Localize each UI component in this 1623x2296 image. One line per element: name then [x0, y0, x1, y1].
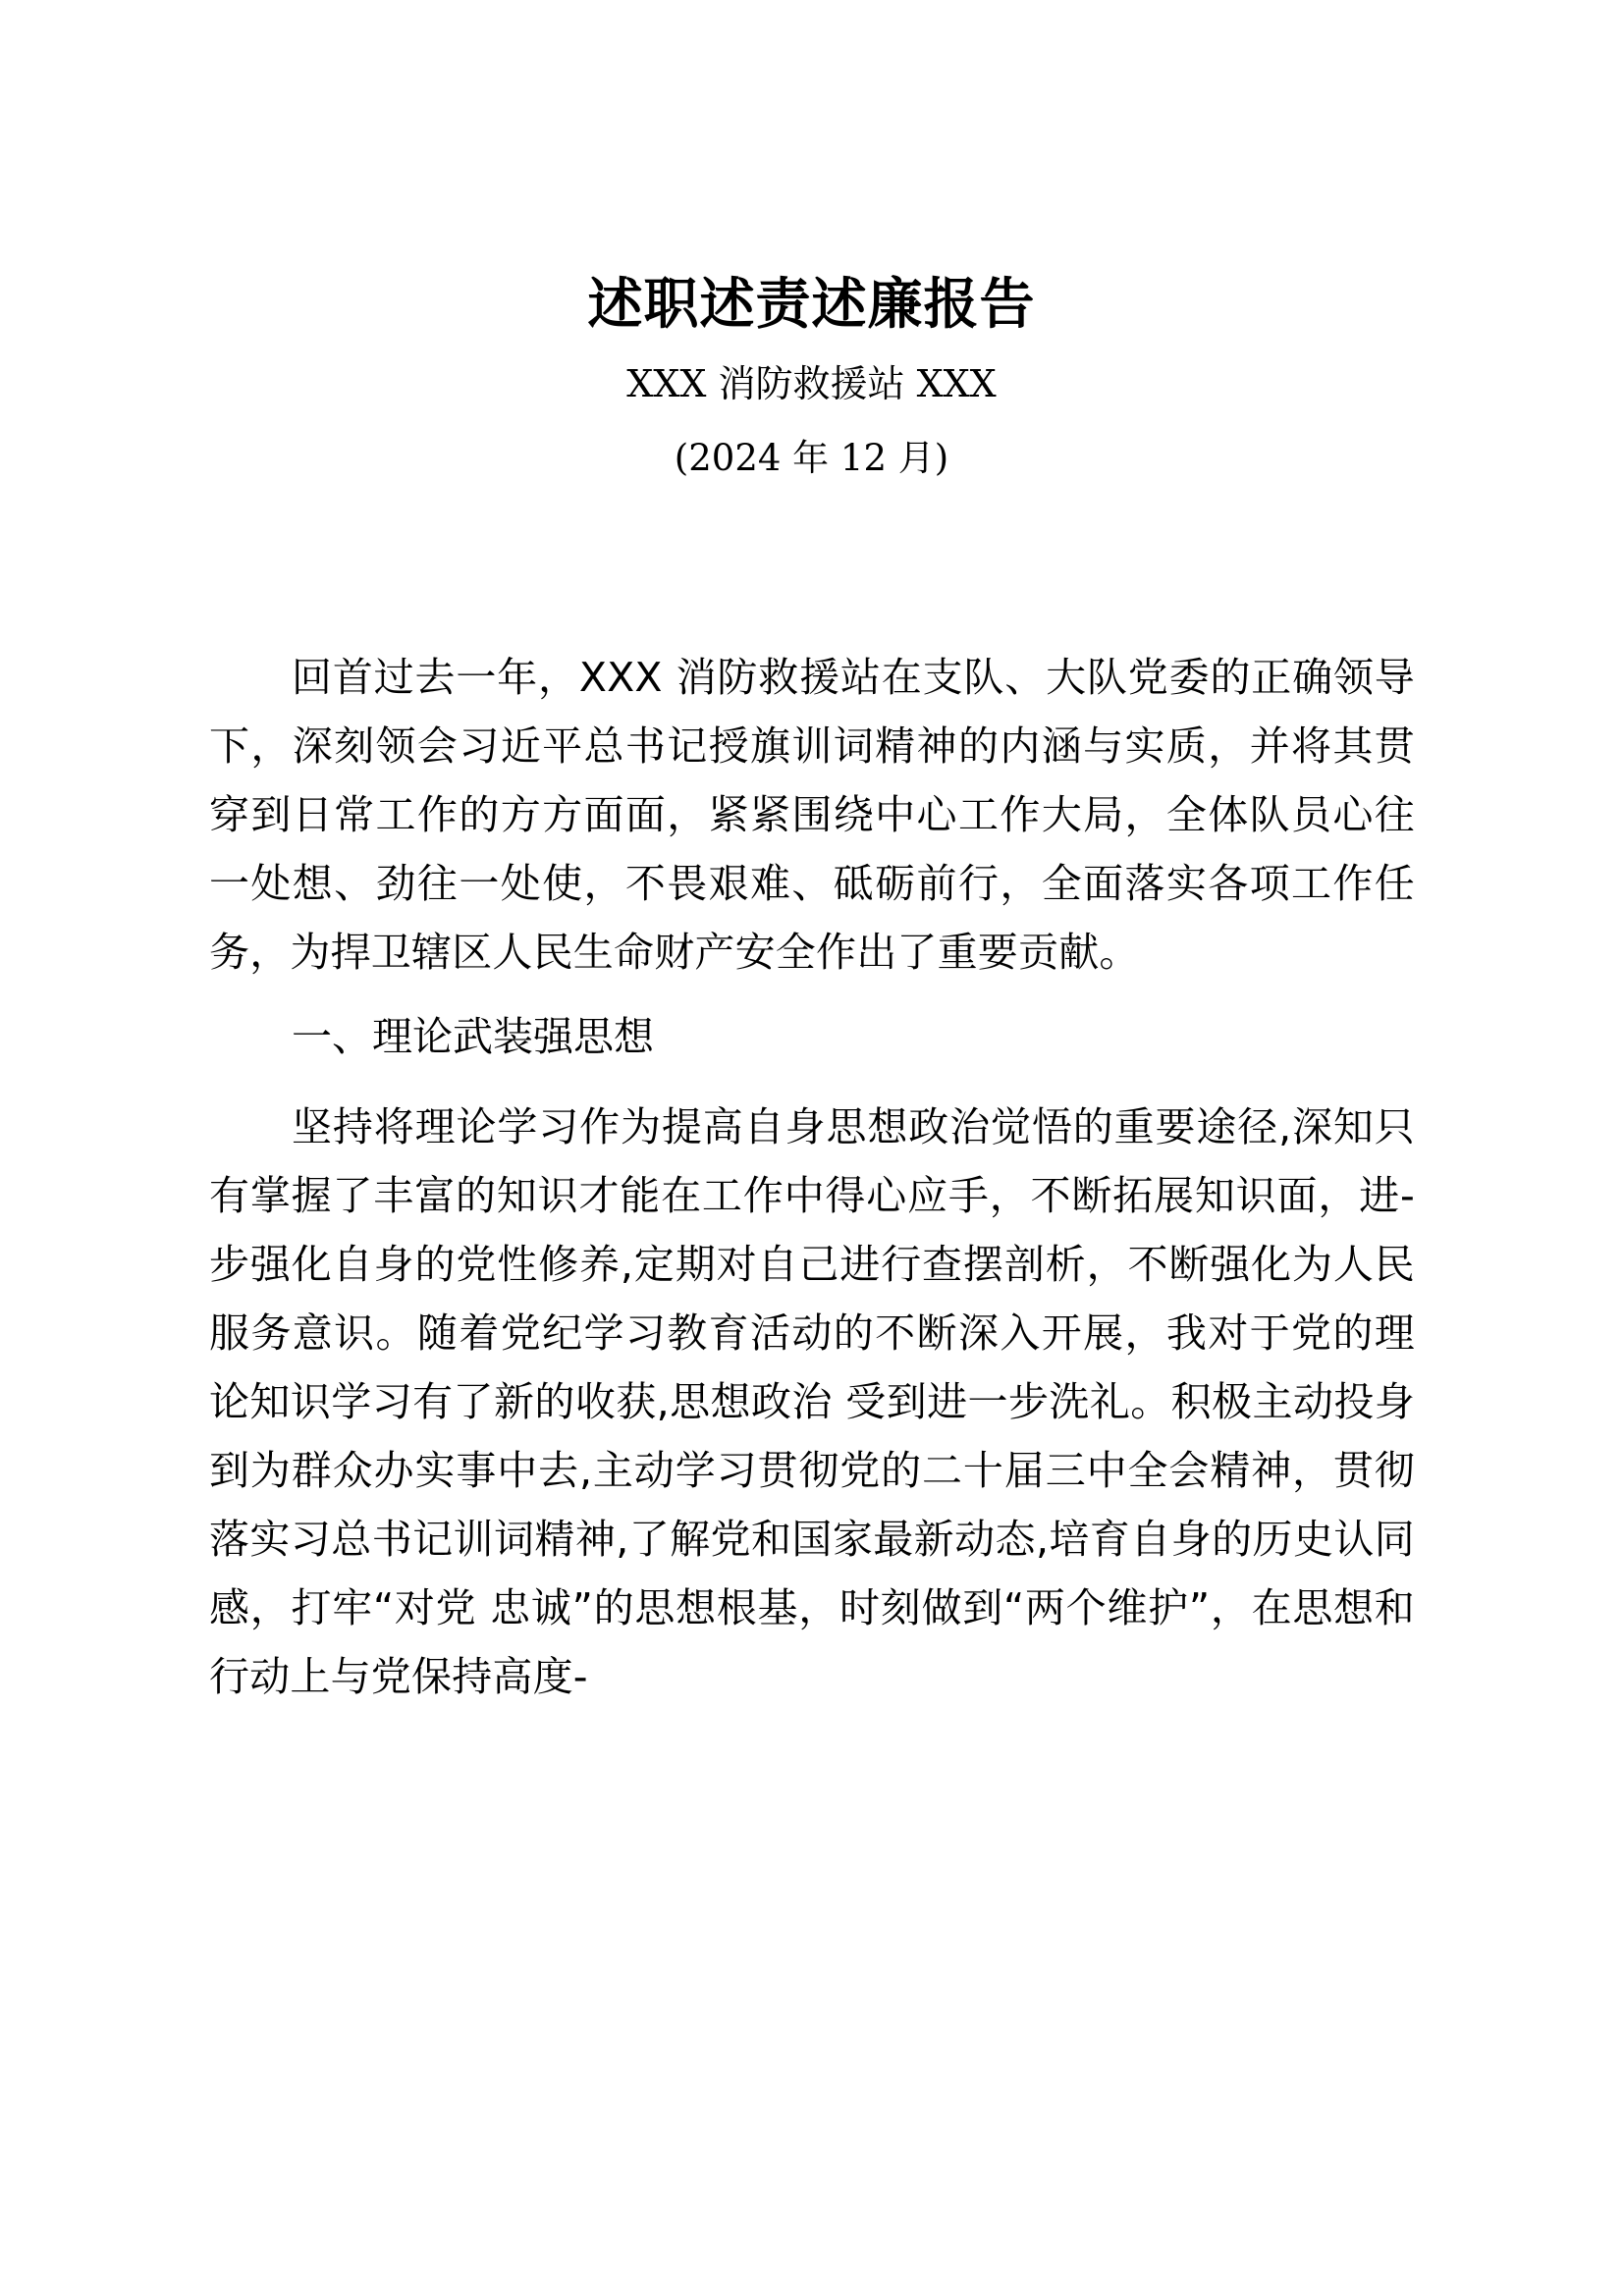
paragraph-intro: 回首过去一年，XXX 消防救援站在支队、大队党委的正确领导下，深刻领会习近平总书记授旗训词精神的内涵与实质，并将其贯穿到日常工作的方方面面，紧紧围绕中心工作大局，全体队员心往一处想、劲往一处使，不畏艰难、砥砺前行，全面落实各项工作任务，为捍卫辖区人民生命财产安全作出了重要贡献。: [209, 654, 1415, 976]
paragraph-body-1: 坚持将理论学习作为提高自身思想政治觉悟的重要途径,深知只有掌握了丰富的知识才能在工作中得心应手，不断拓展知识面，进-步强化自身的党性修养,定期对自己进行查摆剖析，不断强化为人民服务意识。随着党纪学习教育活动的不断深入开展，我对于党的理论知识学习有了新的收获,思想政治 受到进一步洗礼。积极主动投身到为群众办实事中去,主动学习贯彻党的二十届三中全会精神，贯彻落实习总书记训词精神,了解党和国家最新动态,培育自身的历史认同感，打牢“对党 忠诚”的思想根基，时刻做到“两个维护”，在思想和行动上与党保持高度-: [209, 1103, 1415, 1700]
page-title: 述职述责述廉报告: [587, 273, 1036, 337]
section-heading-1: 一、理论武装强思想: [292, 1013, 654, 1060]
heading-spacer: [209, 1071, 1415, 1093]
document-body: [209, 643, 1415, 1711]
document-header: [0, 0, 1623, 479]
document-subtitle: XXX 消防救援站 XXX: [626, 362, 997, 405]
paragraph-spacer: [209, 987, 1415, 1002]
document-date: (2024 年 12 月): [674, 437, 949, 479]
